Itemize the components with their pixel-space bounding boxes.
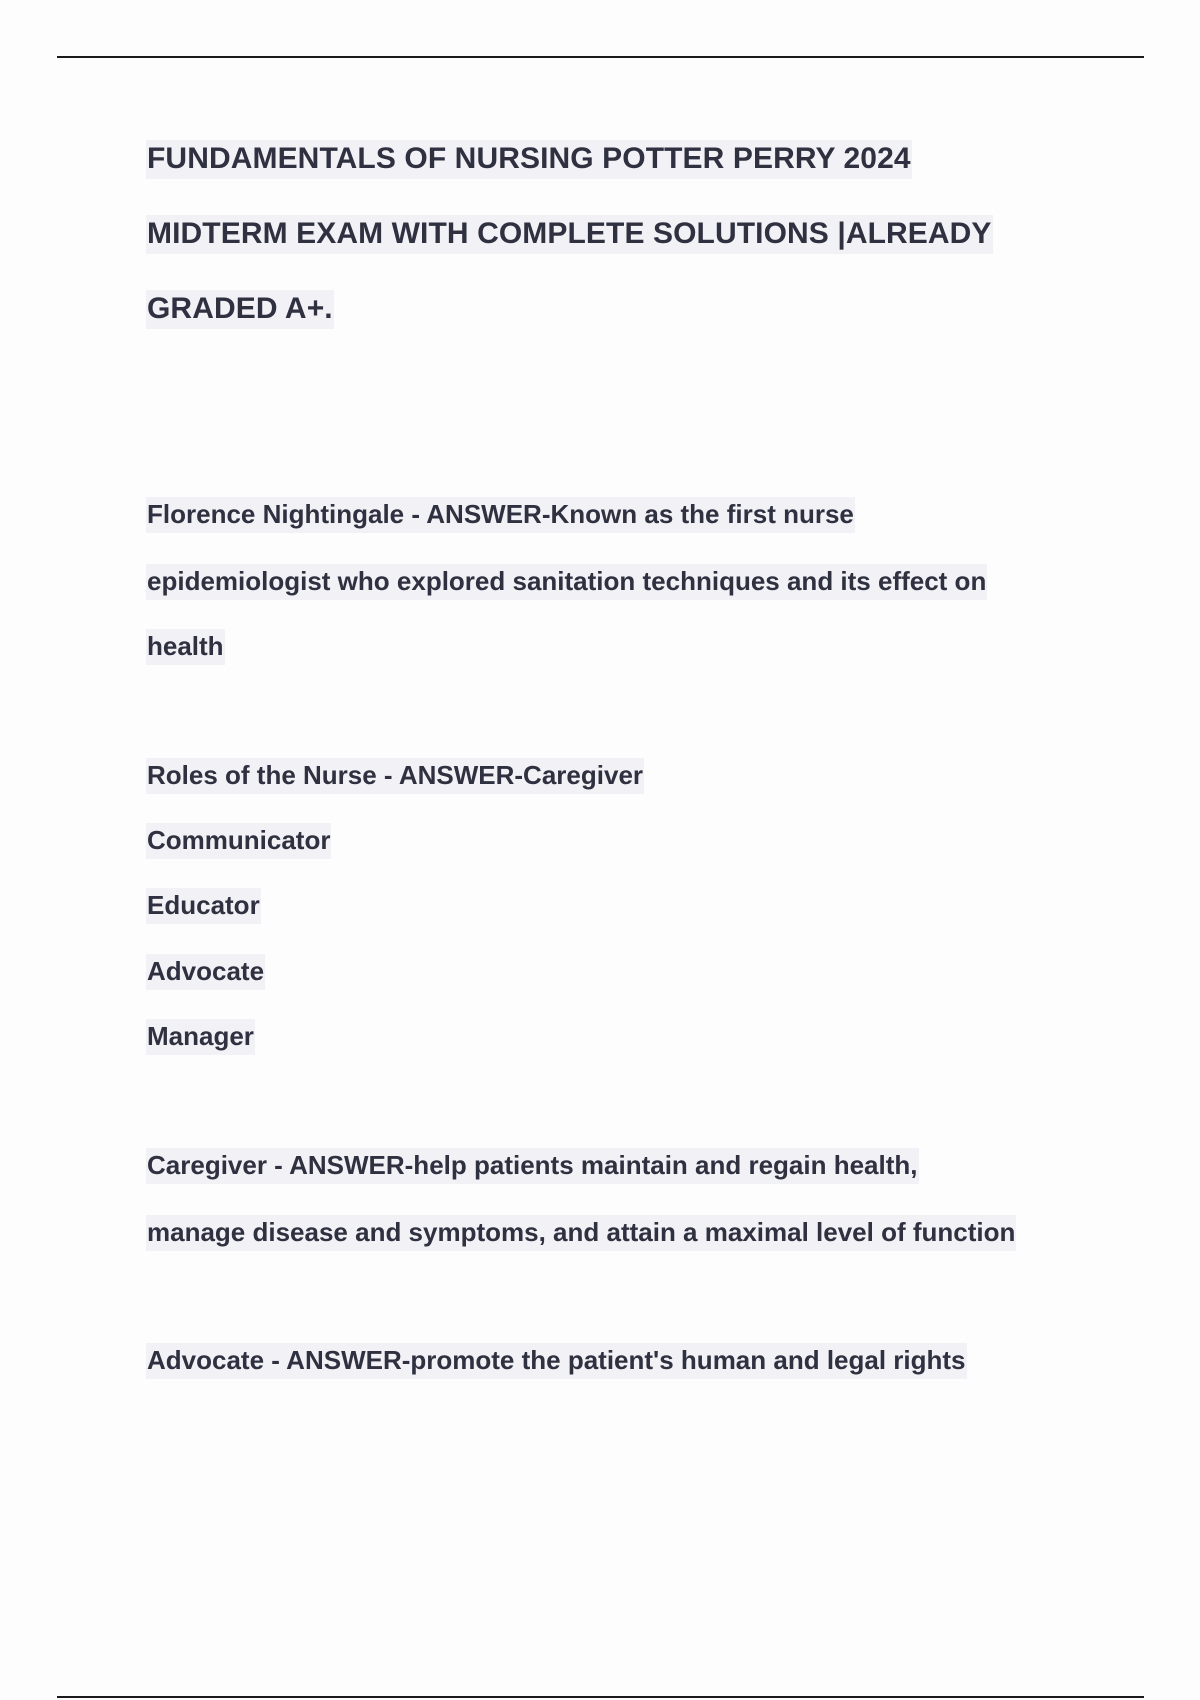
entry-florence-nightingale-line-2: epidemiologist who explored sanitation techniques and its effect on — [146, 566, 987, 597]
top-divider — [57, 56, 1144, 58]
document-title-line-3: GRADED A+. — [146, 292, 334, 326]
entry-florence-nightingale-line-3: health — [146, 631, 225, 662]
entry-roles-of-nurse-line-4: Advocate — [146, 956, 265, 987]
entry-advocate-line-1: Advocate - ANSWER-promote the patient's human and legal rights — [146, 1345, 967, 1376]
document-title-line-2: MIDTERM EXAM WITH COMPLETE SOLUTIONS |ALREADY — [146, 217, 993, 251]
entry-caregiver-line-1: Caregiver - ANSWER-help patients maintain and regain health, — [146, 1150, 919, 1181]
entry-roles-of-nurse-line-2: Communicator — [146, 825, 331, 856]
entry-roles-of-nurse-line-1: Roles of the Nurse - ANSWER-Caregiver — [146, 760, 644, 791]
document-title-line-1: FUNDAMENTALS OF NURSING POTTER PERRY 2024 — [146, 142, 912, 176]
entry-florence-nightingale-line-1: Florence Nightingale - ANSWER-Known as the first nurse — [146, 499, 855, 530]
bottom-divider — [57, 1696, 1144, 1698]
entry-roles-of-nurse-line-3: Educator — [146, 890, 261, 921]
entry-roles-of-nurse-line-5: Manager — [146, 1021, 255, 1052]
entry-caregiver-line-2: manage disease and symptoms, and attain a maximal level of function — [146, 1217, 1016, 1248]
